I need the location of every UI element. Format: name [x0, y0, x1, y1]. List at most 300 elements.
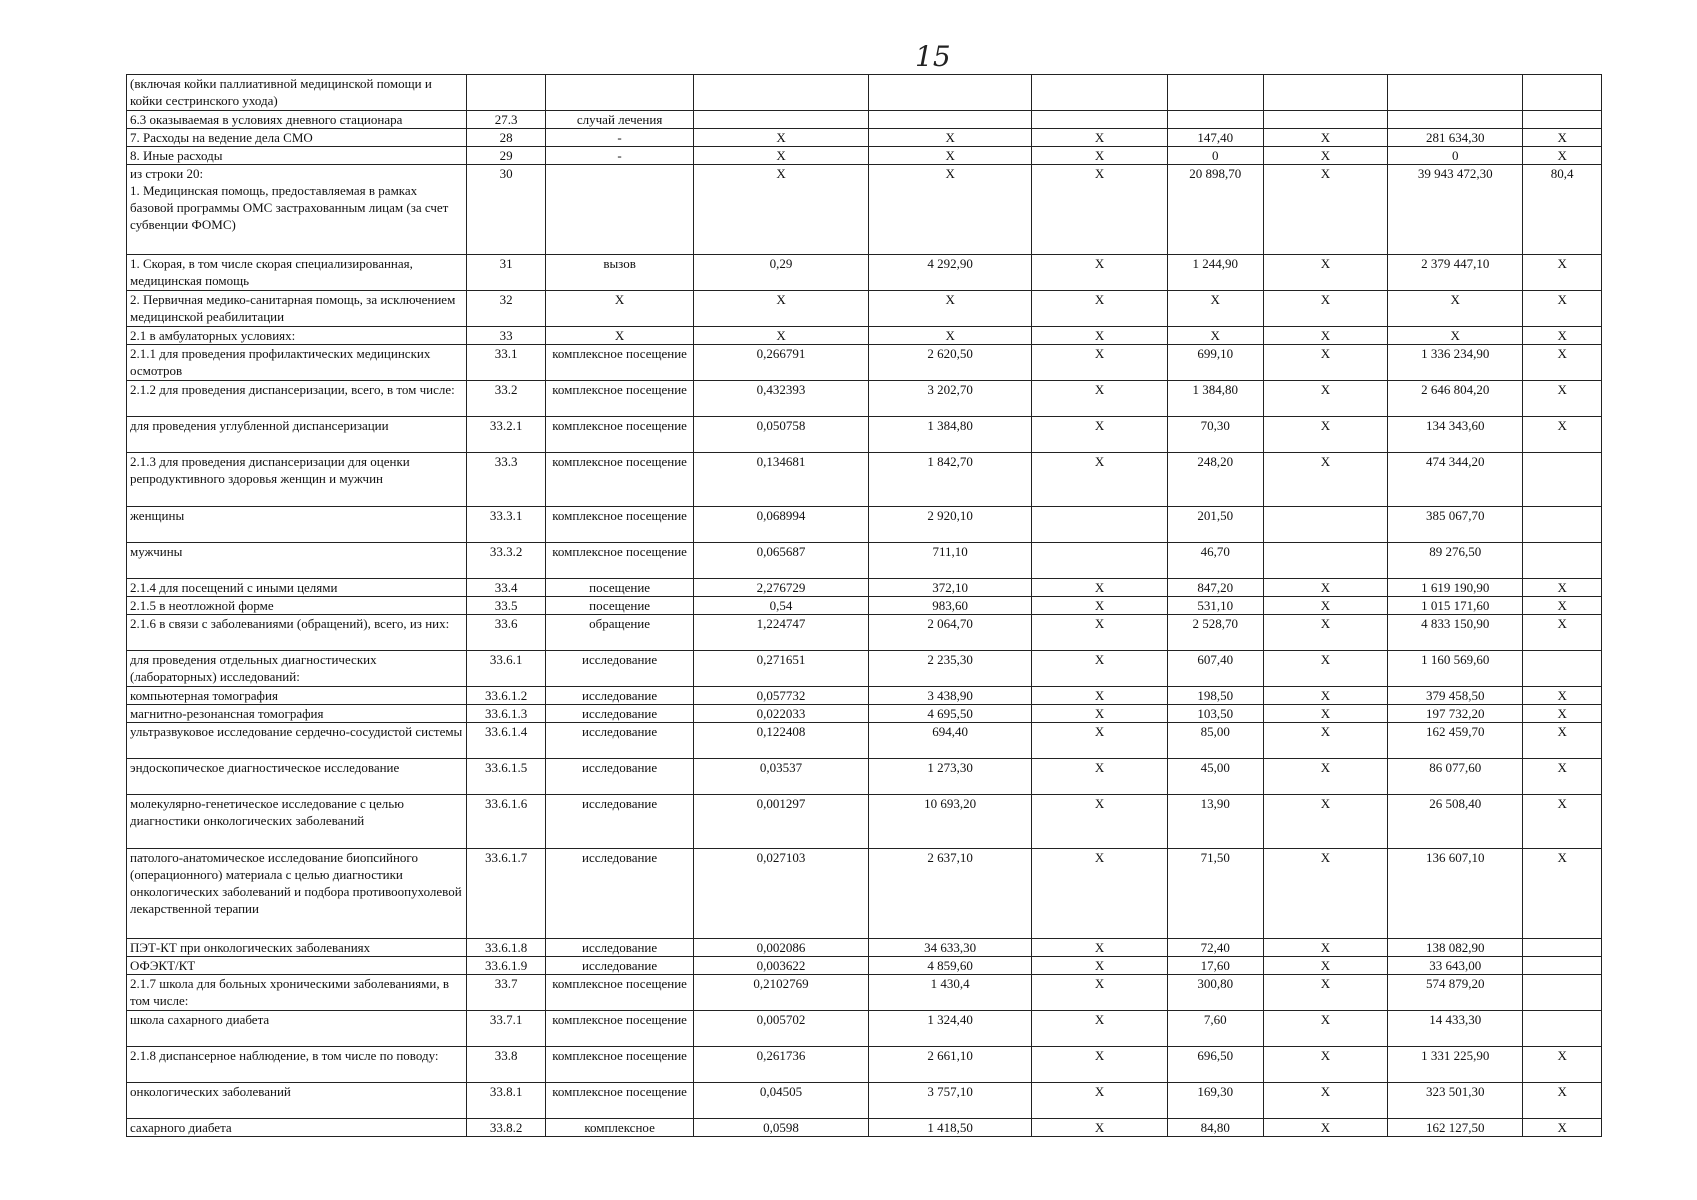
table-row — [127, 1047, 1602, 1083]
per-capita-cell: 17,60 — [1167, 957, 1263, 975]
unit-cell: посещение — [545, 579, 693, 597]
col-6-cell: X — [1032, 1119, 1167, 1137]
per-capita-cell: X — [1167, 291, 1263, 327]
table-row — [127, 111, 1602, 129]
row-number-cell: 33.6.1.4 — [467, 723, 546, 759]
unit-cell: - — [545, 129, 693, 147]
per-capita-cell: 699,10 — [1167, 345, 1263, 381]
per-capita-cell: 1 244,90 — [1167, 255, 1263, 291]
row-label-cell: 2. Первичная медико-санитарная помощь, за исключением медицинской реабилитации — [127, 291, 467, 327]
table-row — [127, 255, 1602, 291]
norm-volume-cell: X — [694, 129, 869, 147]
per-capita-cell: 45,00 — [1167, 759, 1263, 795]
col-6-cell: X — [1032, 939, 1167, 957]
share-cell — [1523, 939, 1602, 957]
col-6-cell: X — [1032, 417, 1167, 453]
col-6-cell: X — [1032, 597, 1167, 615]
share-cell — [1523, 957, 1602, 975]
unit-cell: комплексное посещение — [545, 345, 693, 381]
norm-cost-cell: 694,40 — [868, 723, 1032, 759]
unit-cell: комплексное посещение — [545, 453, 693, 507]
row-number-cell: 30 — [467, 165, 546, 255]
norm-volume-cell: 0,003622 — [694, 957, 869, 975]
row-number-cell: 27.3 — [467, 111, 546, 129]
unit-cell: исследование — [545, 723, 693, 759]
unit-cell: комплексное посещение — [545, 1047, 693, 1083]
col-6-cell: X — [1032, 975, 1167, 1011]
per-capita-cell: 201,50 — [1167, 507, 1263, 543]
col-6-cell: X — [1032, 651, 1167, 687]
col-8-cell: X — [1263, 651, 1387, 687]
norm-cost-cell: 2 637,10 — [868, 849, 1032, 939]
norm-cost-cell: 1 384,80 — [868, 417, 1032, 453]
unit-cell: - — [545, 147, 693, 165]
unit-cell: комплексное посещение — [545, 543, 693, 579]
share-cell: X — [1523, 723, 1602, 759]
share-cell: X — [1523, 381, 1602, 417]
col-8-cell: X — [1263, 975, 1387, 1011]
row-number-cell: 33.8.1 — [467, 1083, 546, 1119]
norm-volume-cell: X — [694, 291, 869, 327]
unit-cell: исследование — [545, 651, 693, 687]
norm-cost-cell — [868, 75, 1032, 111]
norm-volume-cell: 0,04505 — [694, 1083, 869, 1119]
row-label-cell: 2.1.8 диспансерное наблюдение, в том числе по поводу: — [127, 1047, 467, 1083]
col-6-cell: X — [1032, 255, 1167, 291]
share-cell — [1523, 1011, 1602, 1047]
per-capita-cell: 0 — [1167, 147, 1263, 165]
per-capita-cell: 46,70 — [1167, 543, 1263, 579]
norm-cost-cell: 372,10 — [868, 579, 1032, 597]
col-6-cell — [1032, 75, 1167, 111]
table-row — [127, 381, 1602, 417]
total-sum-cell: 323 501,30 — [1388, 1083, 1523, 1119]
row-label-cell: сахарного диабета — [127, 1119, 467, 1137]
table-row — [127, 1011, 1602, 1047]
per-capita-cell — [1167, 111, 1263, 129]
col-6-cell — [1032, 111, 1167, 129]
row-label-cell: мужчины — [127, 543, 467, 579]
col-6-cell: X — [1032, 147, 1167, 165]
total-sum-cell: X — [1388, 291, 1523, 327]
row-number-cell: 33.8.2 — [467, 1119, 546, 1137]
total-sum-cell: 86 077,60 — [1388, 759, 1523, 795]
row-label-cell: женщины — [127, 507, 467, 543]
norm-cost-cell: 4 292,90 — [868, 255, 1032, 291]
norm-cost-cell: 1 273,30 — [868, 759, 1032, 795]
norm-volume-cell: 0,29 — [694, 255, 869, 291]
total-sum-cell: 281 634,30 — [1388, 129, 1523, 147]
row-number-cell: 31 — [467, 255, 546, 291]
norm-volume-cell: X — [694, 327, 869, 345]
row-label-cell: 2.1 в амбулаторных условиях: — [127, 327, 467, 345]
col-6-cell: X — [1032, 1083, 1167, 1119]
row-label-cell: 2.1.7 школа для больных хроническими заболеваниями, в том числе: — [127, 975, 467, 1011]
norm-volume-cell: 0,065687 — [694, 543, 869, 579]
share-cell — [1523, 651, 1602, 687]
row-label-cell: онкологических заболеваний — [127, 1083, 467, 1119]
table-row — [127, 1119, 1602, 1137]
col-8-cell: X — [1263, 687, 1387, 705]
table-row — [127, 759, 1602, 795]
total-sum-cell: 162 459,70 — [1388, 723, 1523, 759]
norm-volume-cell: X — [694, 147, 869, 165]
total-sum-cell: 4 833 150,90 — [1388, 615, 1523, 651]
col-6-cell: X — [1032, 291, 1167, 327]
total-sum-cell: 39 943 472,30 — [1388, 165, 1523, 255]
norm-volume-cell: 2,276729 — [694, 579, 869, 597]
row-label-cell: школа сахарного диабета — [127, 1011, 467, 1047]
col-8-cell: X — [1263, 615, 1387, 651]
norm-cost-cell: 3 202,70 — [868, 381, 1032, 417]
row-label-cell: молекулярно-генетическое исследование с целью диагностики онкологических заболеваний — [127, 795, 467, 849]
total-sum-cell: 2 646 804,20 — [1388, 381, 1523, 417]
table-row — [127, 507, 1602, 543]
norm-volume-cell: 0,122408 — [694, 723, 869, 759]
norm-volume-cell — [694, 75, 869, 111]
col-6-cell: X — [1032, 615, 1167, 651]
table-row — [127, 849, 1602, 939]
col-8-cell: X — [1263, 849, 1387, 939]
share-cell — [1523, 75, 1602, 111]
col-8-cell — [1263, 111, 1387, 129]
row-label-cell: 2.1.4 для посещений с иными целями — [127, 579, 467, 597]
norm-cost-cell: 10 693,20 — [868, 795, 1032, 849]
share-cell — [1523, 111, 1602, 129]
row-number-cell: 33.3.1 — [467, 507, 546, 543]
norm-cost-cell: 1 324,40 — [868, 1011, 1032, 1047]
row-number-cell: 33.6.1.6 — [467, 795, 546, 849]
col-8-cell: X — [1263, 417, 1387, 453]
table-row — [127, 327, 1602, 345]
table-row — [127, 615, 1602, 651]
unit-cell: комплексное посещение — [545, 507, 693, 543]
row-number-cell: 28 — [467, 129, 546, 147]
col-6-cell: X — [1032, 579, 1167, 597]
row-number-cell: 33.2.1 — [467, 417, 546, 453]
norm-volume-cell: 0,068994 — [694, 507, 869, 543]
row-label-cell: 2.1.6 в связи с заболеваниями (обращений), всего, из них: — [127, 615, 467, 651]
norm-cost-cell: 2 235,30 — [868, 651, 1032, 687]
unit-cell: обращение — [545, 615, 693, 651]
total-sum-cell: 14 433,30 — [1388, 1011, 1523, 1047]
norm-volume-cell: 0,266791 — [694, 345, 869, 381]
per-capita-cell: 696,50 — [1167, 1047, 1263, 1083]
unit-cell — [545, 75, 693, 111]
share-cell: X — [1523, 291, 1602, 327]
per-capita-cell: 198,50 — [1167, 687, 1263, 705]
unit-cell: X — [545, 327, 693, 345]
share-cell: X — [1523, 417, 1602, 453]
col-8-cell — [1263, 75, 1387, 111]
col-8-cell: X — [1263, 291, 1387, 327]
col-8-cell: X — [1263, 1047, 1387, 1083]
col-6-cell: X — [1032, 165, 1167, 255]
per-capita-cell: 169,30 — [1167, 1083, 1263, 1119]
col-6-cell: X — [1032, 345, 1167, 381]
share-cell: 80,4 — [1523, 165, 1602, 255]
share-cell: X — [1523, 705, 1602, 723]
row-label-cell: 7. Расходы на ведение дела СМО — [127, 129, 467, 147]
unit-cell: исследование — [545, 957, 693, 975]
per-capita-cell: 103,50 — [1167, 705, 1263, 723]
financial-table-sheet — [126, 74, 1602, 1137]
total-sum-cell: 134 343,60 — [1388, 417, 1523, 453]
col-8-cell: X — [1263, 345, 1387, 381]
per-capita-cell: 85,00 — [1167, 723, 1263, 759]
col-8-cell: X — [1263, 579, 1387, 597]
table-row — [127, 165, 1602, 255]
share-cell: X — [1523, 1083, 1602, 1119]
col-6-cell — [1032, 543, 1167, 579]
per-capita-cell: 20 898,70 — [1167, 165, 1263, 255]
unit-cell: комплексное посещение — [545, 381, 693, 417]
col-8-cell: X — [1263, 129, 1387, 147]
unit-cell — [545, 165, 693, 255]
table-row — [127, 795, 1602, 849]
col-8-cell: X — [1263, 795, 1387, 849]
share-cell: X — [1523, 759, 1602, 795]
col-6-cell: X — [1032, 957, 1167, 975]
norm-cost-cell: 1 418,50 — [868, 1119, 1032, 1137]
row-number-cell: 33.5 — [467, 597, 546, 615]
table-row — [127, 75, 1602, 111]
table-row — [127, 543, 1602, 579]
unit-cell: случай лечения — [545, 111, 693, 129]
col-8-cell: X — [1263, 147, 1387, 165]
norm-cost-cell: 1 842,70 — [868, 453, 1032, 507]
table-row — [127, 597, 1602, 615]
col-6-cell — [1032, 507, 1167, 543]
norm-volume-cell — [694, 111, 869, 129]
row-label-cell: эндоскопическое диагностическое исследование — [127, 759, 467, 795]
per-capita-cell: 847,20 — [1167, 579, 1263, 597]
norm-cost-cell: 711,10 — [868, 543, 1032, 579]
norm-cost-cell: X — [868, 165, 1032, 255]
table-row — [127, 453, 1602, 507]
share-cell: X — [1523, 327, 1602, 345]
share-cell: X — [1523, 1119, 1602, 1137]
norm-cost-cell: 3 438,90 — [868, 687, 1032, 705]
share-cell — [1523, 507, 1602, 543]
col-8-cell: X — [1263, 1011, 1387, 1047]
col-6-cell: X — [1032, 327, 1167, 345]
row-number-cell: 33 — [467, 327, 546, 345]
row-label-cell: для проведения отдельных диагностических (лабораторных) исследований: — [127, 651, 467, 687]
norm-volume-cell: 0,005702 — [694, 1011, 869, 1047]
total-sum-cell — [1388, 111, 1523, 129]
total-sum-cell: 162 127,50 — [1388, 1119, 1523, 1137]
per-capita-cell: 531,10 — [1167, 597, 1263, 615]
row-number-cell: 33.8 — [467, 1047, 546, 1083]
col-8-cell: X — [1263, 723, 1387, 759]
share-cell — [1523, 975, 1602, 1011]
row-label-cell: для проведения углубленной диспансеризации — [127, 417, 467, 453]
col-6-cell: X — [1032, 129, 1167, 147]
row-number-cell: 33.3 — [467, 453, 546, 507]
col-8-cell — [1263, 543, 1387, 579]
share-cell: X — [1523, 345, 1602, 381]
share-cell: X — [1523, 129, 1602, 147]
norm-volume-cell: 0,022033 — [694, 705, 869, 723]
norm-cost-cell: X — [868, 327, 1032, 345]
share-cell: X — [1523, 597, 1602, 615]
col-6-cell: X — [1032, 1011, 1167, 1047]
total-sum-cell: 136 607,10 — [1388, 849, 1523, 939]
col-8-cell: X — [1263, 453, 1387, 507]
norm-volume-cell: 0,271651 — [694, 651, 869, 687]
share-cell: X — [1523, 147, 1602, 165]
norm-cost-cell: 2 661,10 — [868, 1047, 1032, 1083]
per-capita-cell — [1167, 75, 1263, 111]
norm-cost-cell: 4 859,60 — [868, 957, 1032, 975]
per-capita-cell: 607,40 — [1167, 651, 1263, 687]
col-8-cell: X — [1263, 759, 1387, 795]
norm-volume-cell: 0,002086 — [694, 939, 869, 957]
col-6-cell: X — [1032, 1047, 1167, 1083]
row-label-cell: (включая койки паллиативной медицинской помощи и койки сестринского ухода) — [127, 75, 467, 111]
total-sum-cell: 89 276,50 — [1388, 543, 1523, 579]
col-8-cell: X — [1263, 1119, 1387, 1137]
row-label-cell: 2.1.3 для проведения диспансеризации для оценки репродуктивного здоровья женщин и мужчин — [127, 453, 467, 507]
per-capita-cell: 300,80 — [1167, 975, 1263, 1011]
col-8-cell: X — [1263, 255, 1387, 291]
total-sum-cell: 1 160 569,60 — [1388, 651, 1523, 687]
total-sum-cell: 379 458,50 — [1388, 687, 1523, 705]
total-sum-cell: 574 879,20 — [1388, 975, 1523, 1011]
total-sum-cell: X — [1388, 327, 1523, 345]
col-8-cell: X — [1263, 597, 1387, 615]
norm-cost-cell: 4 695,50 — [868, 705, 1032, 723]
norm-volume-cell: 0,2102769 — [694, 975, 869, 1011]
table-row — [127, 705, 1602, 723]
col-6-cell: X — [1032, 381, 1167, 417]
unit-cell: исследование — [545, 795, 693, 849]
total-sum-cell: 474 344,20 — [1388, 453, 1523, 507]
col-8-cell: X — [1263, 705, 1387, 723]
norm-volume-cell: 0,432393 — [694, 381, 869, 417]
unit-cell: вызов — [545, 255, 693, 291]
per-capita-cell: 84,80 — [1167, 1119, 1263, 1137]
total-sum-cell: 197 732,20 — [1388, 705, 1523, 723]
norm-volume-cell: 0,001297 — [694, 795, 869, 849]
total-sum-cell: 1 336 234,90 — [1388, 345, 1523, 381]
total-sum-cell: 1 619 190,90 — [1388, 579, 1523, 597]
unit-cell: X — [545, 291, 693, 327]
total-sum-cell: 385 067,70 — [1388, 507, 1523, 543]
share-cell — [1523, 543, 1602, 579]
row-label-cell: ОФЭКТ/КТ — [127, 957, 467, 975]
row-number-cell: 33.6.1.8 — [467, 939, 546, 957]
row-number-cell: 33.6.1.5 — [467, 759, 546, 795]
per-capita-cell: 7,60 — [1167, 1011, 1263, 1047]
table-row — [127, 957, 1602, 975]
unit-cell: исследование — [545, 705, 693, 723]
row-label-cell: 2.1.5 в неотложной форме — [127, 597, 467, 615]
norm-volume-cell: 1,224747 — [694, 615, 869, 651]
share-cell: X — [1523, 849, 1602, 939]
col-8-cell: X — [1263, 327, 1387, 345]
unit-cell: комплексное посещение — [545, 1011, 693, 1047]
col-8-cell: X — [1263, 381, 1387, 417]
row-number-cell — [467, 75, 546, 111]
table-row — [127, 1083, 1602, 1119]
financial-table — [126, 74, 1602, 1137]
table-row — [127, 579, 1602, 597]
table-row — [127, 939, 1602, 957]
row-label-cell: патолого-анатомическое исследование биопсийного (операционного) материала с целью диагностики онкологических заболеваний и подбора противоопухолевой лекарственной терапии — [127, 849, 467, 939]
total-sum-cell: 138 082,90 — [1388, 939, 1523, 957]
norm-cost-cell: 2 620,50 — [868, 345, 1032, 381]
share-cell: X — [1523, 795, 1602, 849]
share-cell: X — [1523, 1047, 1602, 1083]
unit-cell: исследование — [545, 687, 693, 705]
page-number: 15 — [915, 40, 951, 73]
per-capita-cell: 248,20 — [1167, 453, 1263, 507]
col-6-cell: X — [1032, 849, 1167, 939]
row-number-cell: 33.6 — [467, 615, 546, 651]
row-label-cell: 6.3 оказываемая в условиях дневного стационара — [127, 111, 467, 129]
table-row — [127, 291, 1602, 327]
total-sum-cell: 33 643,00 — [1388, 957, 1523, 975]
col-8-cell: X — [1263, 165, 1387, 255]
row-number-cell: 33.3.2 — [467, 543, 546, 579]
norm-cost-cell: 34 633,30 — [868, 939, 1032, 957]
norm-cost-cell: 2 920,10 — [868, 507, 1032, 543]
table-row — [127, 345, 1602, 381]
norm-volume-cell: 0,027103 — [694, 849, 869, 939]
table-row — [127, 417, 1602, 453]
row-number-cell: 29 — [467, 147, 546, 165]
row-number-cell: 33.7 — [467, 975, 546, 1011]
col-8-cell: X — [1263, 1083, 1387, 1119]
unit-cell: комплексное — [545, 1119, 693, 1137]
total-sum-cell: 1 015 171,60 — [1388, 597, 1523, 615]
per-capita-cell: 2 528,70 — [1167, 615, 1263, 651]
col-6-cell: X — [1032, 687, 1167, 705]
per-capita-cell: 72,40 — [1167, 939, 1263, 957]
per-capita-cell: X — [1167, 327, 1263, 345]
row-number-cell: 33.6.1.7 — [467, 849, 546, 939]
norm-cost-cell — [868, 111, 1032, 129]
unit-cell: комплексное посещение — [545, 975, 693, 1011]
norm-cost-cell: X — [868, 291, 1032, 327]
row-label-cell: магнитно-резонансная томография — [127, 705, 467, 723]
col-6-cell: X — [1032, 759, 1167, 795]
row-label-cell: ультразвуковое исследование сердечно-сосудистой системы — [127, 723, 467, 759]
row-label-cell: 2.1.1 для проведения профилактических медицинских осмотров — [127, 345, 467, 381]
norm-volume-cell: 0,03537 — [694, 759, 869, 795]
col-6-cell: X — [1032, 795, 1167, 849]
norm-volume-cell: 0,134681 — [694, 453, 869, 507]
total-sum-cell: 0 — [1388, 147, 1523, 165]
unit-cell: комплексное посещение — [545, 417, 693, 453]
total-sum-cell: 2 379 447,10 — [1388, 255, 1523, 291]
norm-cost-cell: 3 757,10 — [868, 1083, 1032, 1119]
row-number-cell: 33.6.1.9 — [467, 957, 546, 975]
total-sum-cell — [1388, 75, 1523, 111]
table-row — [127, 723, 1602, 759]
table-row — [127, 687, 1602, 705]
col-8-cell — [1263, 507, 1387, 543]
share-cell — [1523, 453, 1602, 507]
row-label-cell: 8. Иные расходы — [127, 147, 467, 165]
row-number-cell: 33.1 — [467, 345, 546, 381]
table-row — [127, 975, 1602, 1011]
row-number-cell: 33.6.1.3 — [467, 705, 546, 723]
table-body — [127, 75, 1602, 1137]
share-cell: X — [1523, 579, 1602, 597]
